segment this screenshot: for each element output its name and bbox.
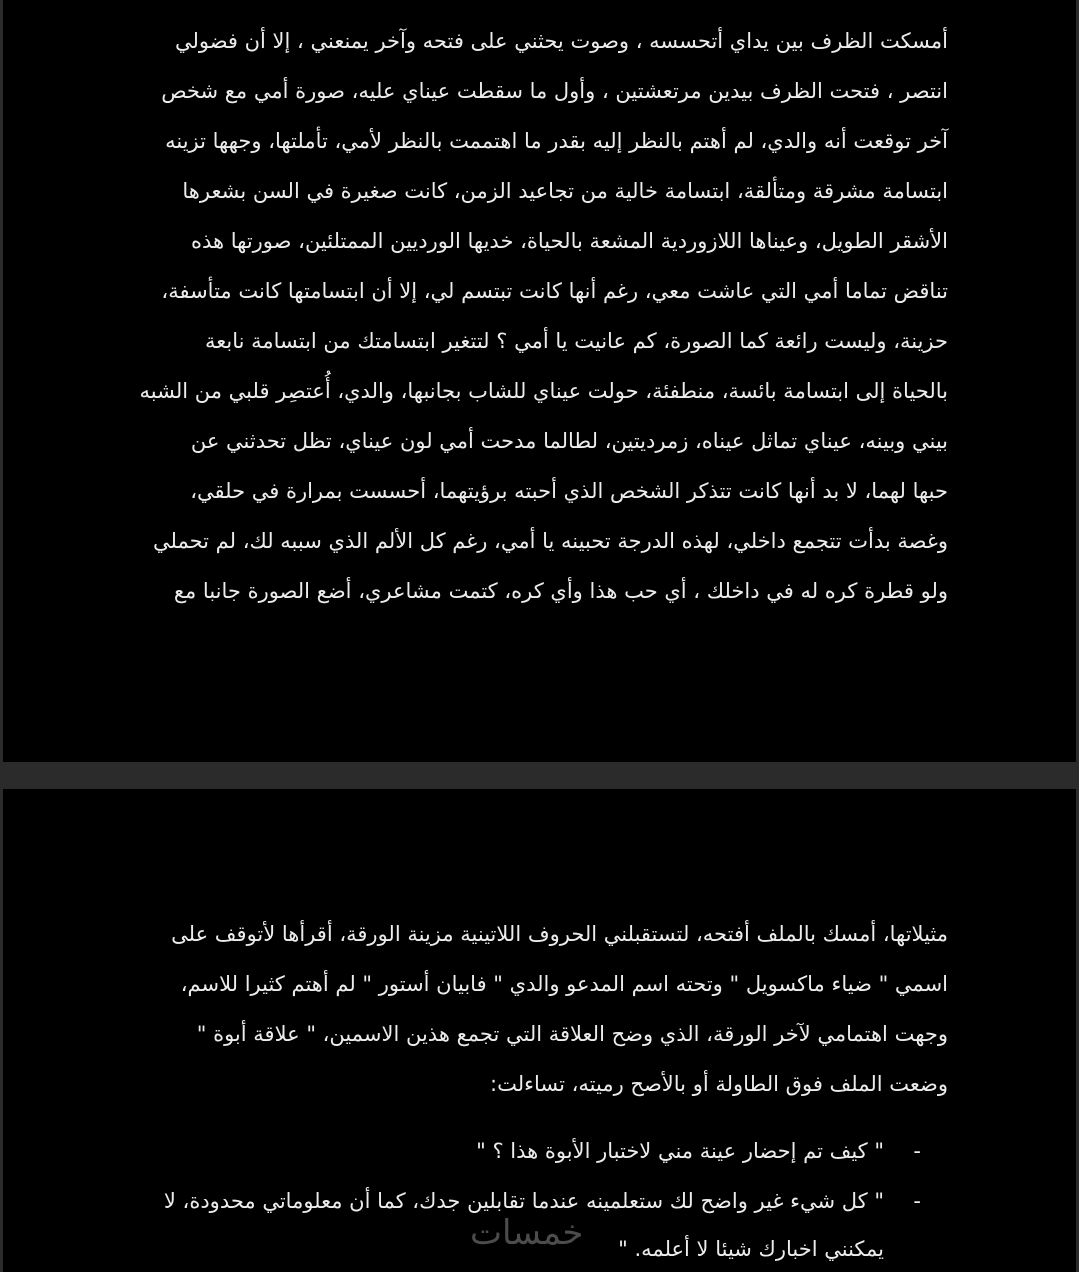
text-line: مثيلاتها، أمسك بالملف أفتحه، لتستقبلني الحروف اللاتينية مزينة الورقة، أقرأها لأتوقف على [171, 922, 948, 946]
text-line: وغصة بدأت تتجمع داخلي، لهذه الدرجة تحبينه يا أمي، رغم كل الألم الذي سببه لك، لم تحملي [153, 529, 948, 553]
document-page-2 [3, 789, 1076, 1272]
watermark-logo: خمسات [470, 1213, 584, 1253]
text-line: بيني وبينه، عيناي تماثل عيناه، زمرديتين، لطالما مدحت أمي لون عيناي، تظل تحدثني عن [190, 429, 948, 453]
list-bullet: - [913, 1189, 921, 1213]
list-bullet: - [913, 1139, 921, 1163]
text-line: آخر توقعت أنه والدي، لم أهتم بالنظر إليه بقدر ما اهتممت بالنظر لأمي، تأملتها، وجهها تزينه [165, 129, 948, 153]
list-item: " كل شيء غير واضح لك ستعلمينه عندما تقابلين جدك، كما أن معلوماتي محدودة، لا [163, 1189, 884, 1213]
list-item-continuation: يمكنني اخبارك شيئا لا أعلمه. " [618, 1237, 884, 1261]
list-item: " كيف تم إحضار عينة مني لاختبار الأبوة هذا ؟ " [476, 1139, 884, 1163]
text-line: أمسكت الظرف بين يداي أتحسسه ، وصوت يحثني على فتحه وآخر يمنعني ، إلا أن فضولي [174, 29, 948, 53]
text-line: انتصر ، فتحت الظرف بيدين مرتعشتين ، وأول ما سقطت عيناي عليه، صورة أمي مع شخص [161, 79, 948, 103]
text-line: الأشقر الطويل، وعيناها اللازوردية المشعة بالحياة، خديها الورديين الممتلئين، صورتها هذه [190, 229, 948, 253]
document-page-1 [3, 0, 1076, 762]
text-line: وضعت الملف فوق الطاولة أو بالأصح رميته، تساءلت: [490, 1072, 948, 1096]
text-line: حزينة، وليست رائعة كما الصورة، كم عانيت يا أمي ؟ لتتغير ابتسامتك من ابتسامة نابعة [204, 329, 948, 353]
text-line: حبها لهما، لا بد أنها كانت تتذكر الشخص الذي أحبته برؤيتهما، أحسست بمرارة في حلقي، [190, 479, 948, 503]
text-line: تناقض تماما أمي التي عاشت معي، رغم أنها كانت تبتسم لي، إلا أن ابتسامتها كانت متأسفة، [161, 279, 948, 303]
text-line: وجهت اهتمامي لآخر الورقة، الذي وضح العلاقة التي تجمع هذين الاسمين، " علاقة أبوة " [196, 1022, 948, 1046]
text-line: بالحياة إلى ابتسامة بائسة، منطفئة، حولت عيناي للشاب بجانبها، والدي، أُعتصِر قلبي من الشبه [139, 379, 948, 403]
text-line: ابتسامة مشرقة ومتألقة، ابتسامة خالية من تجاعيد الزمن، كانت صغيرة في السن بشعرها [182, 179, 948, 203]
text-line: ولو قطرة كره له في داخلك ، أي حب هذا وأي كره، كتمت مشاعري، أضع الصورة جانبا مع [173, 579, 948, 603]
text-line: اسمي " ضياء ماكسويل " وتحته اسم المدعو والدي " فابيان أستور " لم أهتم كثيرا للاسم، [180, 972, 948, 996]
